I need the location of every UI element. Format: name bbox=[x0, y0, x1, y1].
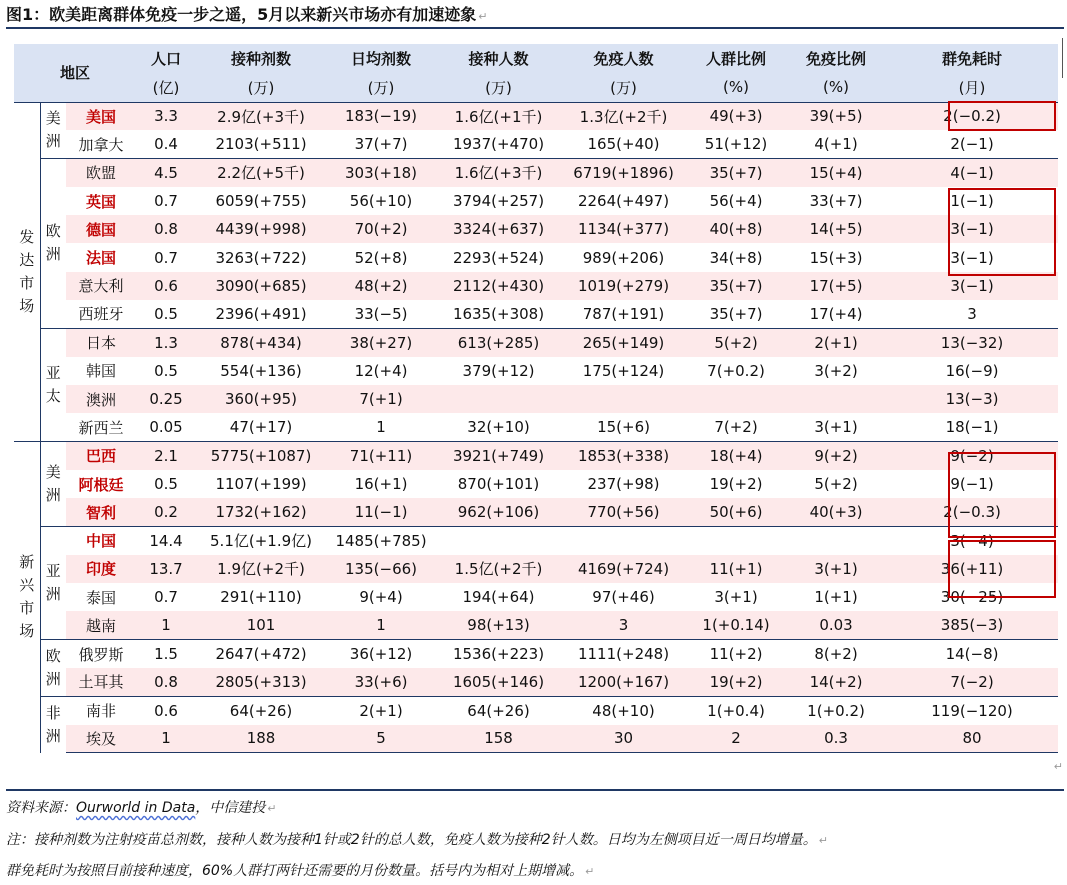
table-row bbox=[14, 583, 1058, 611]
cell-immune-ratio: 0.03 bbox=[786, 611, 886, 639]
cell-immune: 48(+10) bbox=[561, 696, 686, 724]
cell-immune-ratio: 14(+2) bbox=[786, 668, 886, 696]
cell-doses: 1107(+199) bbox=[215, 475, 307, 493]
cell-doses: 2396(+491) bbox=[215, 304, 307, 323]
header-row-1 bbox=[14, 44, 1058, 73]
cell-population: 0.8 bbox=[136, 668, 196, 696]
cell-daily: 1485(+785) bbox=[326, 526, 436, 554]
unit-immune: (万) bbox=[561, 73, 686, 102]
cell-herd-time: 13(−3) bbox=[886, 385, 1058, 413]
cell-immune-ratio: 14(+5) bbox=[786, 215, 886, 243]
cell-doses: 2103(+511) bbox=[215, 135, 307, 154]
cell-herd-time: 4(−1) bbox=[886, 159, 1058, 187]
header-people: 接种人数 bbox=[436, 44, 561, 73]
cell-immune: 2264(+497) bbox=[577, 192, 670, 211]
unit-crowd-ratio: (%) bbox=[686, 73, 786, 102]
table-row bbox=[14, 668, 1058, 696]
cell-doses: 2647(+472) bbox=[196, 640, 326, 668]
cell-immune-ratio: 3(+2) bbox=[814, 361, 858, 380]
cell-doses: 101 bbox=[196, 611, 326, 639]
cell-population: 0.8 bbox=[136, 215, 196, 243]
cell-population: 3.3 bbox=[136, 102, 196, 130]
cell-population: 0.5 bbox=[154, 361, 178, 380]
cell-population: 0.7 bbox=[154, 588, 178, 607]
table-row bbox=[14, 725, 1058, 753]
country-name: 泰国 bbox=[86, 588, 117, 607]
cell-immune-ratio: 9(+2) bbox=[786, 442, 886, 470]
cell-crowd-ratio bbox=[686, 385, 786, 413]
header-immune: 免疫人数 bbox=[561, 44, 686, 73]
cell-herd-time: 7(−2) bbox=[886, 668, 1058, 696]
cell-daily: 56(+10) bbox=[349, 192, 413, 211]
cell-immune bbox=[561, 526, 686, 554]
cell-immune bbox=[561, 385, 686, 413]
cell-daily: 9(+4) bbox=[359, 588, 403, 607]
cell-immune: 989(+206) bbox=[582, 248, 665, 267]
cell-daily: 183(−19) bbox=[326, 102, 436, 130]
cell-herd-time: 14(−8) bbox=[886, 640, 1058, 668]
cell-doses: 64(+26) bbox=[196, 696, 326, 724]
cell-doses: 1.9亿(+2千) bbox=[196, 555, 326, 583]
cell-herd-time: 2(−0.3) bbox=[886, 498, 1058, 526]
cell-herd-time: 2(−1) bbox=[950, 135, 994, 154]
note-line-1 bbox=[6, 829, 828, 849]
country-name: 韩国 bbox=[86, 362, 117, 381]
cell-population: 0.25 bbox=[136, 385, 196, 413]
table-row bbox=[14, 470, 1058, 498]
cell-immune: 1019(+279) bbox=[561, 272, 686, 300]
cell-immune-ratio: 40(+3) bbox=[786, 498, 886, 526]
cell-people: 2293(+524) bbox=[452, 248, 545, 267]
cell-daily: 37(+7) bbox=[354, 135, 408, 154]
paragraph-mark-icon: ↵ bbox=[478, 10, 488, 23]
country-name: 俄罗斯 bbox=[66, 640, 136, 668]
cell-immune-ratio: 17(+5) bbox=[786, 272, 886, 300]
cell-people: 158 bbox=[436, 725, 561, 753]
cell-herd-time: 3(−1) bbox=[950, 248, 994, 267]
cell-people: 962(+106) bbox=[436, 498, 561, 526]
cell-herd-time: 36(+11) bbox=[886, 555, 1058, 583]
cell-people: 379(+12) bbox=[462, 361, 535, 380]
cell-doses: 554(+136) bbox=[220, 361, 302, 380]
cell-herd-time: 3(−4) bbox=[886, 526, 1058, 554]
cell-immune-ratio: 15(+3) bbox=[809, 248, 863, 267]
country-name: 日本 bbox=[66, 328, 136, 356]
cell-daily: 33(−5) bbox=[354, 304, 408, 323]
header-doses: 接种剂数 bbox=[196, 44, 326, 73]
table-row bbox=[14, 328, 1058, 356]
cell-immune: 15(+6) bbox=[597, 418, 650, 437]
cell-doses: 2.9亿(+3千) bbox=[196, 102, 326, 130]
cell-herd-time: 16(−9) bbox=[945, 361, 999, 380]
cell-immune-ratio: 39(+5) bbox=[786, 102, 886, 130]
cell-immune-ratio: 15(+4) bbox=[786, 159, 886, 187]
unit-daily: (万) bbox=[326, 73, 436, 102]
cell-herd-time: 385(−3) bbox=[886, 611, 1058, 639]
paragraph-mark-icon: ↵ bbox=[585, 865, 595, 878]
vaccination-table bbox=[14, 44, 1058, 753]
cell-herd-time: 1(−1) bbox=[950, 192, 994, 211]
cell-immune-ratio: 8(+2) bbox=[786, 640, 886, 668]
cell-population: 1.5 bbox=[136, 640, 196, 668]
country-name: 新西兰 bbox=[78, 418, 124, 437]
country-name: 西班牙 bbox=[78, 305, 124, 324]
cell-herd-time: 3(−1) bbox=[886, 215, 1058, 243]
cell-immune: 4169(+724) bbox=[561, 555, 686, 583]
cell-daily: 48(+2) bbox=[326, 272, 436, 300]
cell-population: 2.1 bbox=[136, 442, 196, 470]
cell-daily: 33(+6) bbox=[326, 668, 436, 696]
table-row bbox=[14, 357, 1058, 385]
cell-people: 1937(+470) bbox=[452, 135, 545, 154]
cell-crowd-ratio: 34(+8) bbox=[709, 248, 763, 267]
cell-immune: 787(+191) bbox=[582, 304, 665, 323]
source-suffix: ，中信建投 bbox=[195, 800, 266, 816]
subgroup-americas: 美洲 bbox=[40, 102, 66, 159]
cell-population: 4.5 bbox=[136, 159, 196, 187]
cell-crowd-ratio bbox=[686, 526, 786, 554]
table-row bbox=[14, 611, 1058, 639]
table-row bbox=[14, 130, 1058, 158]
cell-immune: 6719(+1896) bbox=[561, 159, 686, 187]
cell-population: 0.6 bbox=[136, 272, 196, 300]
cell-crowd-ratio: 50(+6) bbox=[686, 498, 786, 526]
cell-immune-ratio: 5(+2) bbox=[814, 475, 858, 493]
cell-people: 98(+13) bbox=[436, 611, 561, 639]
table-row bbox=[14, 385, 1058, 413]
cell-crowd-ratio: 7(+2) bbox=[714, 418, 758, 437]
cell-population: 1.3 bbox=[136, 328, 196, 356]
cell-population: 0.7 bbox=[154, 248, 178, 267]
cell-people bbox=[436, 385, 561, 413]
note-1-text: 注：接种剂数为注射疫苗总剂数，接种人数为接种1针或2针的总人数，免疫人数为接种2针人数。日均为左侧项目近一周日均增量。 bbox=[6, 832, 817, 848]
table-row bbox=[14, 696, 1058, 724]
cell-doses: 4439(+998) bbox=[196, 215, 326, 243]
cell-daily: 303(+18) bbox=[326, 159, 436, 187]
table-row bbox=[14, 442, 1058, 470]
cell-population: 0.7 bbox=[154, 192, 178, 211]
cell-immune: 1200(+167) bbox=[561, 668, 686, 696]
cell-daily: 2(+1) bbox=[326, 696, 436, 724]
cell-population: 0.6 bbox=[136, 696, 196, 724]
cell-people: 870(+101) bbox=[457, 475, 540, 493]
table-row bbox=[14, 498, 1058, 526]
cell-herd-time: 119(−120) bbox=[886, 696, 1058, 724]
table-row bbox=[14, 640, 1058, 668]
cell-doses: 6059(+755) bbox=[215, 192, 307, 211]
cell-herd-time: 80 bbox=[886, 725, 1058, 753]
cell-doses: 360(+95) bbox=[196, 385, 326, 413]
country-name: 埃及 bbox=[66, 725, 136, 753]
table-row bbox=[14, 272, 1058, 300]
note-line-2 bbox=[6, 860, 594, 880]
cell-people: 1635(+308) bbox=[452, 304, 545, 323]
cell-crowd-ratio: 35(+7) bbox=[709, 304, 763, 323]
paragraph-mark-icon: ↵ bbox=[818, 834, 828, 847]
header-population: 人口 bbox=[136, 44, 196, 73]
cell-doses: 47(+17) bbox=[229, 418, 293, 437]
cell-population: 0.05 bbox=[149, 418, 183, 437]
cell-doses: 5.1亿(+1.9亿) bbox=[196, 526, 326, 554]
cell-crowd-ratio: 56(+4) bbox=[709, 192, 763, 211]
table-row bbox=[14, 413, 1058, 441]
cell-herd-time: 13(−32) bbox=[886, 328, 1058, 356]
subgroup-asia-pacific: 亚太 bbox=[40, 328, 66, 441]
cell-doses: 5775(+1087) bbox=[196, 442, 326, 470]
country-name: 越南 bbox=[66, 611, 136, 639]
cell-immune: 770(+56) bbox=[561, 498, 686, 526]
cell-crowd-ratio: 2 bbox=[686, 725, 786, 753]
cell-doses: 188 bbox=[196, 725, 326, 753]
header-immune-ratio: 免疫比例 bbox=[786, 44, 886, 73]
cell-immune-ratio: 17(+4) bbox=[809, 304, 863, 323]
cell-crowd-ratio: 18(+4) bbox=[686, 442, 786, 470]
footer-rule bbox=[6, 789, 1064, 791]
cell-herd-time: 9(−1) bbox=[950, 475, 994, 493]
cell-crowd-ratio: 51(+12) bbox=[704, 135, 768, 154]
country-name: 土耳其 bbox=[66, 668, 136, 696]
cell-people: 1536(+223) bbox=[436, 640, 561, 668]
cell-doses: 3263(+722) bbox=[215, 248, 307, 267]
country-name: 印度 bbox=[66, 555, 136, 583]
cell-people: 3921(+749) bbox=[436, 442, 561, 470]
table-row bbox=[14, 555, 1058, 583]
source-prefix: 资料来源： bbox=[6, 800, 76, 816]
header-region: 地区 bbox=[14, 44, 136, 102]
cell-population: 0.4 bbox=[154, 135, 178, 154]
header-row-2 bbox=[14, 73, 1058, 102]
cell-population: 0.5 bbox=[154, 475, 178, 493]
unit-people: (万) bbox=[436, 73, 561, 102]
cell-immune: 30 bbox=[561, 725, 686, 753]
cell-people: 194(+64) bbox=[462, 588, 535, 607]
cell-people: 2112(+430) bbox=[436, 272, 561, 300]
subgroup-africa: 非洲 bbox=[40, 696, 66, 753]
cell-population: 14.4 bbox=[136, 526, 196, 554]
cell-crowd-ratio: 19(+2) bbox=[686, 668, 786, 696]
country-name: 阿根廷 bbox=[78, 475, 124, 494]
cell-population: 0.5 bbox=[154, 304, 178, 323]
header-herd-time: 群免耗时 bbox=[886, 44, 1058, 73]
cell-daily: 1 bbox=[376, 418, 386, 437]
country-name: 中国 bbox=[66, 526, 136, 554]
subgroup-europe: 欧洲 bbox=[40, 159, 66, 329]
cell-immune-ratio bbox=[786, 385, 886, 413]
header-daily: 日均剂数 bbox=[326, 44, 436, 73]
cell-immune-ratio: 1(+1) bbox=[814, 588, 858, 607]
cell-crowd-ratio: 1(+0.14) bbox=[686, 611, 786, 639]
cell-immune: 1111(+248) bbox=[561, 640, 686, 668]
cell-immune: 175(+124) bbox=[582, 361, 665, 380]
cell-immune: 97(+46) bbox=[592, 588, 655, 607]
cell-immune-ratio: 3(+1) bbox=[786, 555, 886, 583]
paragraph-mark-icon: ↵ bbox=[267, 802, 277, 815]
cell-immune-ratio: 0.3 bbox=[786, 725, 886, 753]
cell-crowd-ratio: 40(+8) bbox=[686, 215, 786, 243]
country-name: 加拿大 bbox=[78, 135, 124, 154]
cell-population: 13.7 bbox=[136, 555, 196, 583]
cell-doses: 2.2亿(+5千) bbox=[196, 159, 326, 187]
table-row bbox=[14, 159, 1058, 187]
source-line bbox=[6, 797, 277, 817]
cell-people: 613(+285) bbox=[436, 328, 561, 356]
table-edge-mark bbox=[1062, 38, 1063, 78]
cell-immune: 1853(+338) bbox=[561, 442, 686, 470]
cell-herd-time: 2(−0.2) bbox=[886, 102, 1058, 130]
cell-population: 0.2 bbox=[136, 498, 196, 526]
table-row bbox=[14, 526, 1058, 554]
cell-daily: 11(−1) bbox=[326, 498, 436, 526]
cell-immune-ratio: 1(+0.2) bbox=[786, 696, 886, 724]
cell-crowd-ratio: 35(+7) bbox=[686, 272, 786, 300]
cell-people bbox=[436, 526, 561, 554]
figure-title: 图1：欧美距离群体免疫一步之遥，5月以来新兴市场亦有加速迹象 ↵ bbox=[6, 5, 488, 24]
cell-daily: 52(+8) bbox=[354, 248, 408, 267]
cell-daily: 16(+1) bbox=[354, 475, 408, 493]
group-emerging: 新兴市场 bbox=[14, 442, 40, 753]
note-2-text: 群免耗时为按照目前接种速度，60%人群打两针还需要的月份数量。括号内为相对上期增减。 bbox=[6, 863, 584, 879]
cell-daily: 5 bbox=[326, 725, 436, 753]
cell-doses: 878(+434) bbox=[196, 328, 326, 356]
subgroup-asia: 亚洲 bbox=[40, 526, 66, 639]
cell-herd-time: 3(−1) bbox=[886, 272, 1058, 300]
cell-people: 1.5亿(+2千) bbox=[436, 555, 561, 583]
cell-immune-ratio: 2(+1) bbox=[786, 328, 886, 356]
cell-immune: 265(+149) bbox=[561, 328, 686, 356]
cell-daily: 135(−66) bbox=[326, 555, 436, 583]
country-name: 巴西 bbox=[66, 442, 136, 470]
source-name: Ourworld in Data bbox=[76, 800, 196, 816]
cell-daily: 36(+12) bbox=[326, 640, 436, 668]
cell-population: 1 bbox=[136, 725, 196, 753]
cell-people: 3324(+637) bbox=[436, 215, 561, 243]
row-end-mark-icon: ↵ bbox=[1053, 760, 1063, 773]
cell-herd-time: 9(−2) bbox=[886, 442, 1058, 470]
country-name: 美国 bbox=[66, 102, 136, 130]
unit-population: (亿) bbox=[136, 73, 196, 102]
cell-herd-time: 30(−25) bbox=[940, 588, 1004, 607]
cell-crowd-ratio: 11(+2) bbox=[686, 640, 786, 668]
cell-immune: 1.3亿(+2千) bbox=[561, 102, 686, 130]
cell-immune-ratio: 33(+7) bbox=[809, 192, 863, 211]
cell-daily: 7(+1) bbox=[326, 385, 436, 413]
cell-crowd-ratio: 3(+1) bbox=[714, 588, 758, 607]
table-row bbox=[14, 215, 1058, 243]
cell-doses: 3090(+685) bbox=[196, 272, 326, 300]
cell-crowd-ratio: 35(+7) bbox=[686, 159, 786, 187]
unit-doses: (万) bbox=[196, 73, 326, 102]
cell-daily: 38(+27) bbox=[326, 328, 436, 356]
header-crowd-ratio: 人群比例 bbox=[686, 44, 786, 73]
subgroup-americas-emerging: 美洲 bbox=[40, 442, 66, 527]
cell-daily: 12(+4) bbox=[354, 361, 408, 380]
cell-immune: 3 bbox=[561, 611, 686, 639]
cell-daily: 71(+11) bbox=[326, 442, 436, 470]
cell-crowd-ratio: 19(+2) bbox=[709, 475, 763, 493]
cell-immune-ratio: 4(+1) bbox=[814, 135, 858, 154]
cell-people: 1.6亿(+1千) bbox=[436, 102, 561, 130]
cell-herd-time: 18(−1) bbox=[945, 418, 999, 437]
cell-immune: 237(+98) bbox=[587, 475, 660, 493]
table-row bbox=[14, 187, 1058, 215]
cell-daily: 1 bbox=[326, 611, 436, 639]
cell-crowd-ratio: 1(+0.4) bbox=[686, 696, 786, 724]
table-row bbox=[14, 243, 1058, 271]
cell-immune: 165(+40) bbox=[587, 135, 660, 154]
cell-herd-time: 3 bbox=[967, 304, 977, 323]
country-name: 德国 bbox=[66, 215, 136, 243]
cell-people: 1.6亿(+3千) bbox=[436, 159, 561, 187]
group-developed: 发达市场 bbox=[14, 102, 40, 442]
country-name: 澳洲 bbox=[66, 385, 136, 413]
cell-population: 1 bbox=[136, 611, 196, 639]
cell-crowd-ratio: 49(+3) bbox=[686, 102, 786, 130]
subgroup-europe-emerging: 欧洲 bbox=[40, 640, 66, 697]
country-name: 意大利 bbox=[66, 272, 136, 300]
country-name: 法国 bbox=[86, 249, 117, 268]
cell-crowd-ratio: 5(+2) bbox=[686, 328, 786, 356]
cell-people: 3794(+257) bbox=[452, 192, 545, 211]
cell-people: 1605(+146) bbox=[436, 668, 561, 696]
cell-doses: 2805(+313) bbox=[196, 668, 326, 696]
title-rule bbox=[6, 27, 1064, 29]
cell-doses: 1732(+162) bbox=[196, 498, 326, 526]
table-row bbox=[14, 300, 1058, 328]
cell-doses: 291(+110) bbox=[220, 588, 302, 607]
country-name: 欧盟 bbox=[66, 159, 136, 187]
country-name: 南非 bbox=[66, 696, 136, 724]
cell-people: 32(+10) bbox=[467, 418, 530, 437]
unit-herd-time: (月) bbox=[886, 73, 1058, 102]
cell-crowd-ratio: 7(+0.2) bbox=[707, 361, 765, 380]
country-name: 智利 bbox=[66, 498, 136, 526]
country-name: 英国 bbox=[86, 192, 117, 211]
cell-immune-ratio bbox=[786, 526, 886, 554]
table-row bbox=[14, 102, 1058, 130]
unit-immune-ratio: (%) bbox=[786, 73, 886, 102]
cell-immune: 1134(+377) bbox=[561, 215, 686, 243]
cell-people: 64(+26) bbox=[436, 696, 561, 724]
cell-daily: 70(+2) bbox=[326, 215, 436, 243]
cell-immune-ratio: 3(+1) bbox=[814, 418, 858, 437]
cell-crowd-ratio: 11(+1) bbox=[686, 555, 786, 583]
